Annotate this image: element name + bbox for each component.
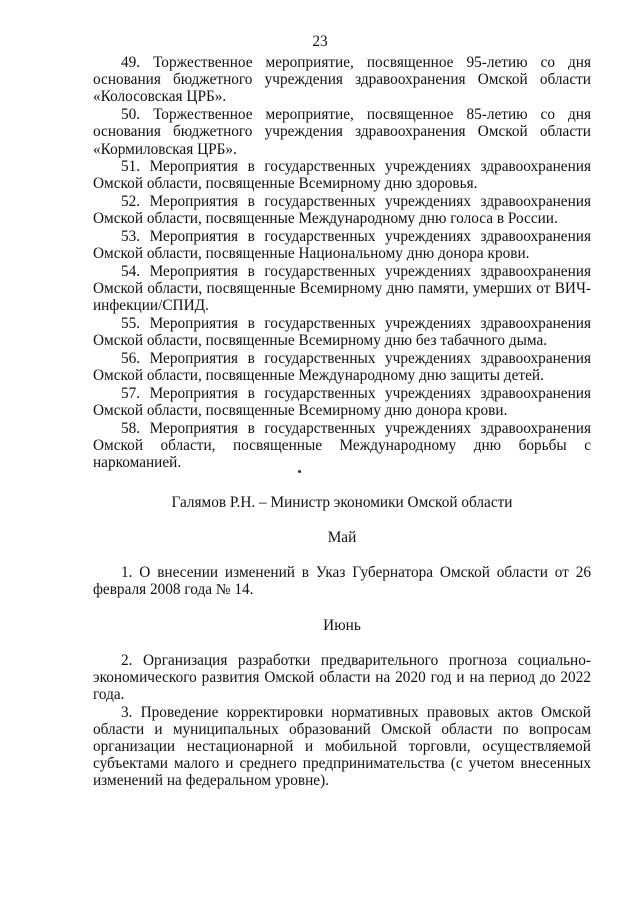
- list-item: 53. Мероприятия в государственных учреждениях здравоохранения Омской области, посвященные Национальному дню донора крови.: [93, 228, 591, 263]
- list-item: 56. Мероприятия в государственных учреждениях здравоохранения Омской области, посвященные Международному дню защиты детей.: [93, 349, 591, 385]
- list-item: 58. Мероприятия в государственных учреждениях здравоохранения Омской области, посвященные Международному дню борьбы с наркоманией.: [93, 419, 591, 472]
- list-item: 2. Организация разработки предварительного прогноза социально-экономического развития Омской области на 2020 год и на период до 2022 года.: [93, 652, 591, 704]
- month-heading-may: Май: [327, 529, 357, 546]
- list-item: 52. Мероприятия в государственных учреждениях здравоохранения Омской области, посвященные Международному дню голоса в России.: [93, 193, 591, 228]
- list-item: 55. Мероприятия в государственных учреждениях здравоохранения Омской области, посвященные Всемирному дню без табачного дыма.: [93, 315, 591, 350]
- stray-dot-mark: [298, 470, 301, 473]
- may-list: [93, 564, 591, 598]
- event-list: [93, 54, 591, 472]
- list-item: 54. Мероприятия в государственных учреждениях здравоохранения Омской области, посвященные Всемирному дню памяти, умерших от ВИЧ-инфекции/СПИД.: [93, 262, 591, 315]
- month-heading-june: Июнь: [323, 617, 361, 634]
- list-item: 3. Проведение корректировки нормативных правовых актов Омской области и муниципальных образований Омской области по вопросам организации нестационарной и мобильной торговли, осуществляемой субъектами малого и среднего предпринимательства (с учетом внесенных изменений на федеральном уровне).: [93, 703, 591, 790]
- june-list: [93, 652, 591, 790]
- list-item: 50. Торжественное мероприятие, посвященное 85-летию со дня основания бюджетного учреждения здравоохранения Омской области «Кормиловская ЦРБ».: [93, 106, 591, 158]
- list-item: 49. Торжественное мероприятие, посвященное 95-летию со дня основания бюджетного учреждения здравоохранения Омской области «Колосовская ЦРБ».: [93, 54, 591, 106]
- page-number: 23: [312, 33, 328, 50]
- section-heading: Галямов Р.Н. – Министр экономики Омской области: [171, 494, 513, 511]
- list-item: 57. Мероприятия в государственных учреждениях здравоохранения Омской области, посвященные Всемирному дню донора крови.: [93, 384, 591, 420]
- list-item: 1. О внесении изменений в Указ Губернатора Омской области от 26 февраля 2008 года № 14.: [93, 564, 591, 599]
- list-item: 51. Мероприятия в государственных учреждениях здравоохранения Омской области, посвященные Всемирному дню здоровья.: [93, 158, 591, 193]
